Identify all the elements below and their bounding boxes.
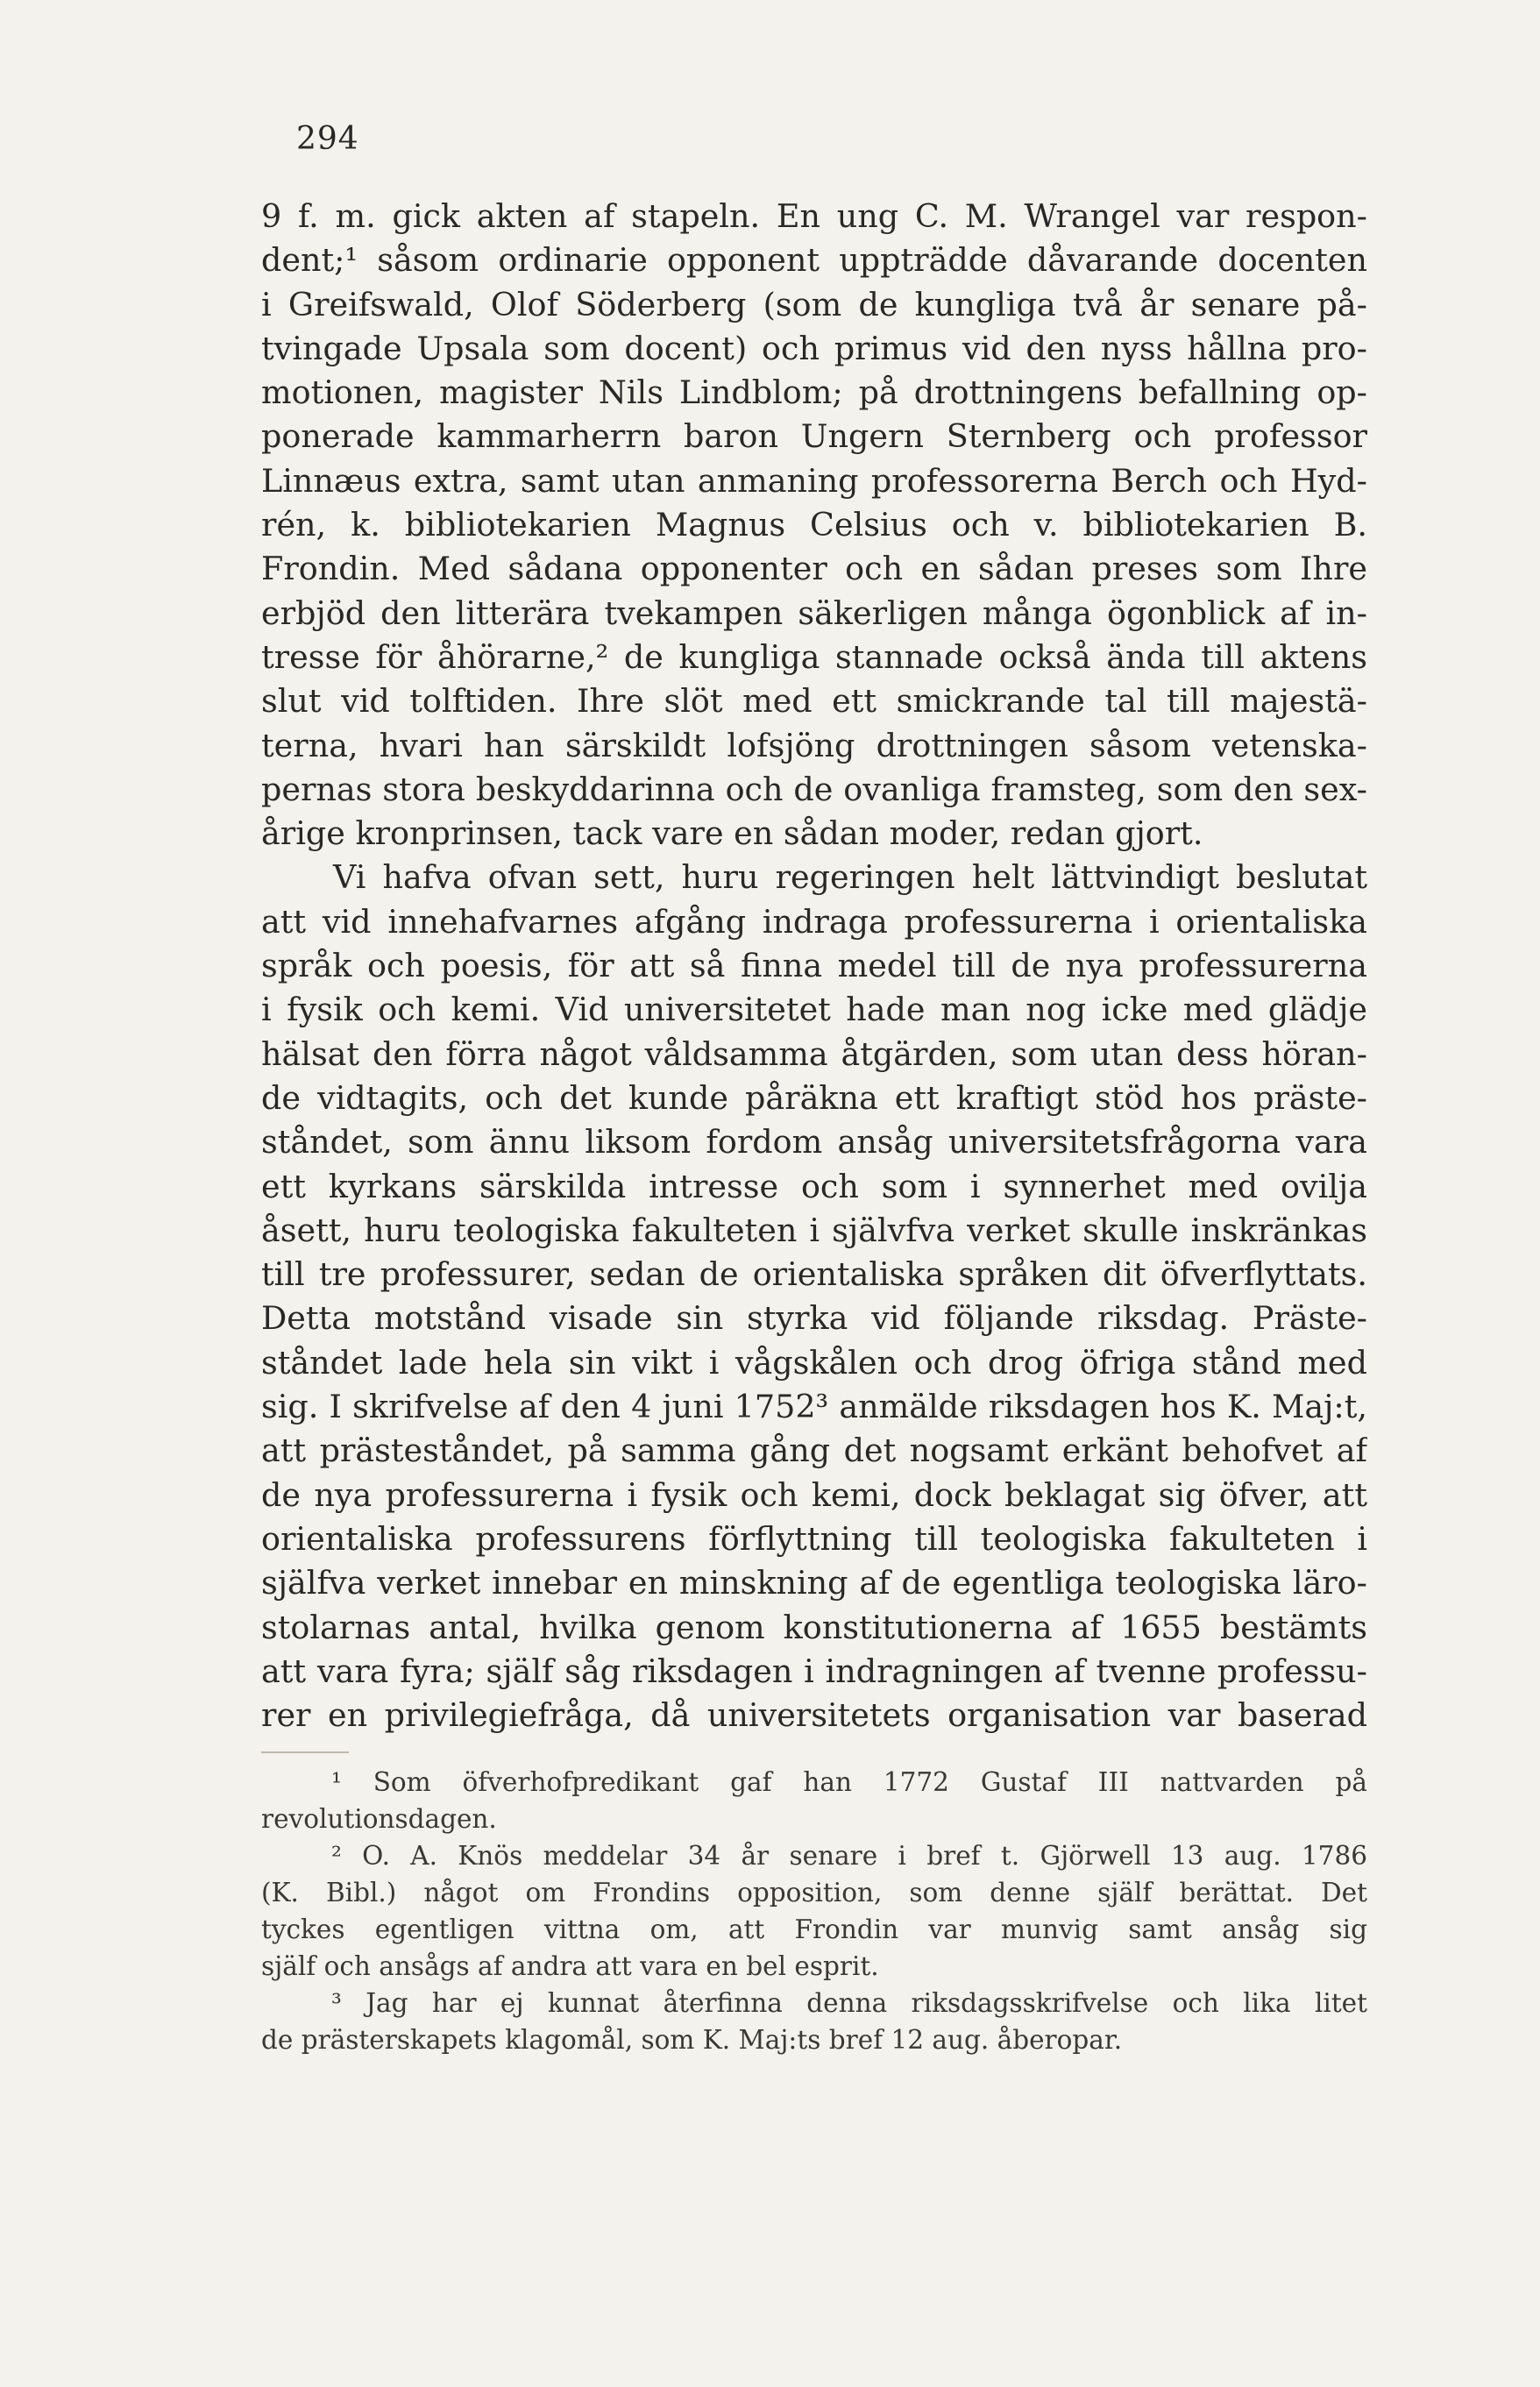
text-line: de vidtagits, och det kunde påräkna ett kraftigt stöd hos präste-: [261, 1078, 1367, 1117]
text-line: motionen, magister Nils Lindblom; på drottningens befallning op-: [261, 373, 1367, 412]
text-line: att vara fyra; själf såg riksdagen i indragningen af tvenne professu-: [261, 1652, 1367, 1690]
footnote-line: (K. Bibl.) något om Frondins opposition, som denne själf berättat. Det: [261, 1878, 1367, 1907]
text-line: sig. I skrifvelse af den 4 juni 1752³ anmälde riksdagen hos K. Maj:t,: [261, 1388, 1367, 1426]
text-line: att prästeståndet, på samma gång det nogsamt erkänt behofvet af: [261, 1431, 1367, 1470]
paragraph-first-line: Vi hafva ofvan sett, huru regeringen helt lättvindigt beslutat: [333, 858, 1367, 897]
footnote-line: ¹ Som öfverhofpredikant gaf han 1772 Gustaf III nattvarden på: [331, 1767, 1367, 1797]
text-line: dent;¹ såsom ordinarie opponent uppträdde dåvarande docenten: [261, 241, 1367, 280]
text-line: hälsat den förra något våldsamma åtgärden, som utan dess höran-: [261, 1034, 1367, 1073]
text-line: pernas stora beskyddarinna och de ovanliga framsteg, som den sex-: [261, 770, 1367, 808]
text-line: erbjöd den litterära tvekampen säkerligen många ögonblick af in-: [261, 593, 1367, 632]
text-line: Detta motstånd visade sin styrka vid följande riksdag. Präste-: [261, 1299, 1367, 1338]
text-line: ponerade kammarherrn baron Ungern Sternberg och professor: [261, 417, 1367, 456]
text-line: språk och poesis, för att så finna medel till de nya professurerna: [261, 947, 1367, 985]
text-line: att vid innehafvarnes afgång indraga professurerna i orientaliska: [261, 902, 1367, 941]
text-line: tvingade Upsala som docent) och primus vid den nyss hållna pro-: [261, 329, 1367, 367]
text-line: rer en privilegiefråga, då universitetets organisation var baserad: [261, 1696, 1367, 1735]
footnote-line: ² O. A. Knös meddelar 34 år senare i bref t. Gjörwell 13 aug. 1786: [331, 1841, 1367, 1871]
footnote-line: de prästerskapets klagomål, som K. Maj:ts bref 12 aug. åberopar.: [261, 2025, 1123, 2055]
text-line: årige kronprinsen, tack vare en sådan moder, redan gjort.: [261, 814, 1203, 853]
footnote-divider: [261, 1751, 349, 1753]
footnote-line: tyckes egentligen vittna om, att Frondin var munvig samt ansåg sig: [261, 1915, 1367, 1944]
text-line: Frondin. Med sådana opponenter och en sådan preses som Ihre: [261, 550, 1367, 588]
footnote-line: revolutionsdagen.: [261, 1804, 497, 1834]
footnote-line: ³ Jag har ej kunnat återfinna denna riksdagsskrifvelse och lika litet: [331, 1988, 1367, 2018]
text-line: i fysik och kemi. Vid universitetet hade man nog icke med glädje: [261, 991, 1367, 1029]
text-line: orientaliska professurens förflyttning till teologiska fakulteten i: [261, 1519, 1367, 1558]
text-line: ståndet lade hela sin vikt i vågskålen och drog öfriga stånd med: [261, 1343, 1367, 1382]
text-line: 9 f. m. gick akten af stapeln. En ung C. M. Wrangel var respon-: [261, 197, 1367, 235]
text-line: terna, hvari han särskildt lofsjöng drottningen såsom vetenska-: [261, 726, 1367, 764]
footnote-line: själf och ansågs af andra att vara en bel esprit.: [261, 1951, 879, 1981]
text-line: rén, k. bibliotekarien Magnus Celsius och v. bibliotekarien B.: [261, 506, 1367, 544]
text-line: åsett, huru teologiska fakulteten i självfva verket skulle inskränkas: [261, 1211, 1367, 1249]
text-line: stolarnas antal, hvilka genom konstitutionerna af 1655 bestämts: [261, 1608, 1367, 1646]
text-line: ståndet, som ännu liksom fordom ansåg universitetsfrågorna vara: [261, 1123, 1367, 1162]
text-line: ett kyrkans särskilda intresse och som i synnerhet med ovilja: [261, 1167, 1367, 1205]
footnotes: [261, 1764, 1367, 2058]
text-line: slut vid tolftiden. Ihre slöt med ett smickrande tal till majestä-: [261, 682, 1367, 721]
text-line: Linnæus extra, samt utan anmaning professorerna Berch och Hyd-: [261, 461, 1367, 500]
text-line: till tre professurer, sedan de orientaliska språken dit öfverflyttats.: [261, 1255, 1367, 1294]
text-line: de nya professurerna i fysik och kemi, dock beklagat sig öfver, att: [261, 1475, 1367, 1514]
page-number: 294: [296, 121, 359, 157]
text-line: i Greifswald, Olof Söderberg (som de kungliga två år senare på-: [261, 285, 1367, 323]
text-line: själfva verket innebar en minskning af de egentliga teologiska läro-: [261, 1564, 1367, 1602]
body-text: [261, 195, 1367, 1737]
text-line: tresse för åhörarne,² de kungliga stannade också ända till aktens: [261, 637, 1367, 676]
